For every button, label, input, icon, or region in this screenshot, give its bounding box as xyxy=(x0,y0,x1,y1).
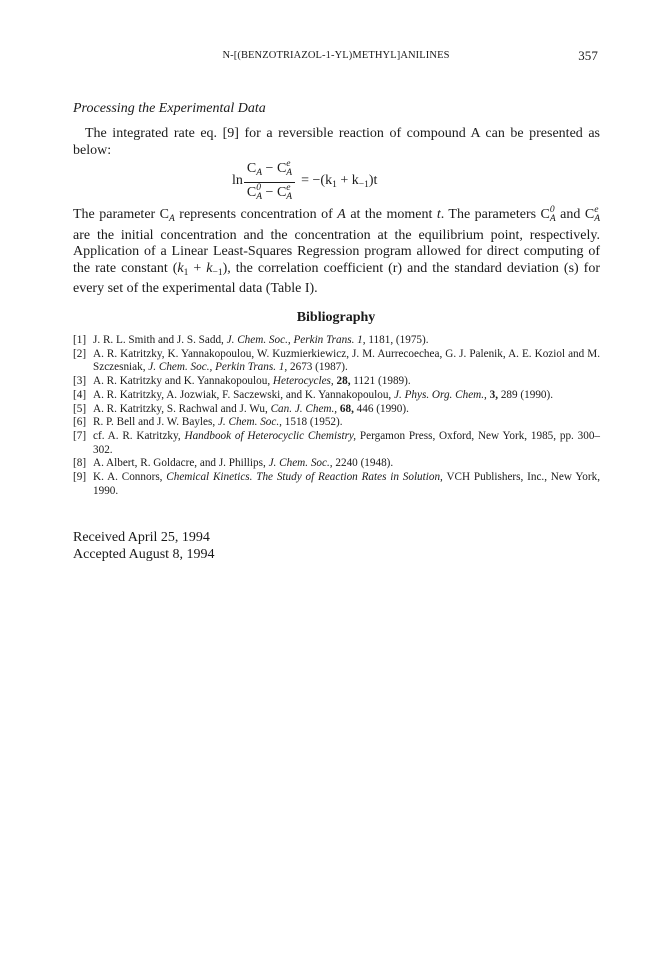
reference-journal: Heterocycles, xyxy=(272,375,334,388)
reference-number: [2] xyxy=(73,347,87,360)
reference-text: R. P. Bell and J. W. Bayles, J. Chem. Soc., 1518 (1952). xyxy=(93,416,343,429)
reference-number: [1] xyxy=(73,334,87,346)
received-date: Received April 25, 1994 xyxy=(73,530,210,545)
reference-item xyxy=(73,430,600,457)
eq-fraction xyxy=(244,160,295,202)
reference-text: A. R. Katritzky, A. Jozwiak, F. Saczewski, and K. Yannakopoulou, J. Phys. Org. Chem., 3, 289 (1990). xyxy=(93,388,554,401)
section-title: Processing the Experimental Data xyxy=(73,101,266,116)
running-title: N-[(BENZOTRIAZOL-1-YL)METHYL]ANILINES xyxy=(222,50,450,61)
reference-text: J. R. L. Smith and J. S. Sadd, J. Chem. Soc., Perkin Trans. 1, 1181, (1975). xyxy=(93,334,429,346)
reference-journal: Handbook of Heterocyclic Chemistry, xyxy=(184,429,357,442)
reference-number: [6] xyxy=(73,416,87,429)
reference-text: A. R. Katritzky, S. Rachwal and J. Wu, Can. J. Chem., 68, 446 (1990). xyxy=(93,402,409,415)
eq-denominator: C 0 A − C e A xyxy=(246,183,293,203)
reference-text: K. A. Connors, Chemical Kinetics. The Study of Reaction Rates in Solution, VCH Publishers, Inc., New York, 1990. xyxy=(93,471,600,497)
rate-equation xyxy=(232,160,377,202)
reference-number: [9] xyxy=(73,471,87,484)
reference-number: [4] xyxy=(73,388,87,401)
reference-volume: 68, xyxy=(337,402,354,415)
reference-text: A. R. Katritzky and K. Yannakopoulou, Heterocycles, 28, 1121 (1989). xyxy=(93,375,411,388)
reference-item xyxy=(73,334,600,348)
reference-item xyxy=(73,416,600,430)
eq-numerator: $C_A - C$ e A xyxy=(244,160,295,183)
reference-item xyxy=(73,389,600,403)
reference-item xyxy=(73,457,600,471)
bibliography-title: Bibliography xyxy=(296,310,376,325)
eq-rhs: = $-(k_1 + k_{-1})t$ xyxy=(301,172,378,190)
paragraph-parameters: The parameter $C_A$ represents concentration of A at the moment t. The parameters C 0 A and C e A are the initial concentration and the concentration at the equilibrium point, respectively. Application of a Linear Least-Squares Regression program allowed for direct computing of the rate constant $(k_1 + k_{-1})$, the correlation coefficient (r) and the standard deviation (s) for every set of the experimental data (Table I). xyxy=(73,205,601,297)
reference-journal: J. Phys. Org. Chem., xyxy=(394,388,487,401)
bibliography-list xyxy=(73,334,600,498)
reference-text: A. Albert, R. Goldacre, and J. Phillips, J. Chem. Soc., 2240 (1948). xyxy=(93,457,394,470)
reference-item xyxy=(73,471,600,498)
reference-number: [8] xyxy=(73,457,87,470)
reference-volume: 28, xyxy=(333,375,351,388)
manuscript-dates xyxy=(73,529,215,563)
reference-number: [3] xyxy=(73,375,87,388)
reference-text: A. R. Katritzky, K. Yannakopoulou, W. Kuzmierkiewicz, J. M. Aurrecoechea, G. J. Palenik, A. E. Koziol and M. Szczesniak, J. Chem. Soc., Perkin Trans. 1, 2673 (1987). xyxy=(93,347,600,374)
paragraph-intro xyxy=(73,126,600,159)
eq-ln: ln xyxy=(232,173,243,189)
reference-journal: J. Chem. Soc., Perkin Trans. 1, xyxy=(148,361,288,374)
reference-item xyxy=(73,375,600,389)
reference-journal: J. Chem. Soc., xyxy=(268,457,333,470)
reference-journal: J. Chem. Soc., xyxy=(217,416,282,429)
page-number: 357 xyxy=(578,48,598,63)
reference-number: [7] xyxy=(73,429,87,442)
reference-journal: Chemical Kinetics. The Study of Reaction Rates in Solution, xyxy=(166,471,443,484)
paragraph-intro-text: The integrated rate eq. [9] for a reversible reaction of compound A can be presented as below: xyxy=(73,126,600,158)
reference-journal: Can. J. Chem., xyxy=(270,402,338,415)
reference-journal: J. Chem. Soc., Perkin Trans. 1, xyxy=(226,334,366,346)
reference-number: [5] xyxy=(73,402,87,415)
reference-item xyxy=(73,348,600,375)
reference-item xyxy=(73,403,600,417)
reference-volume: 3, xyxy=(486,388,499,401)
accepted-date: Accepted August 8, 1994 xyxy=(73,547,215,562)
reference-text: cf. A. R. Katritzky, Handbook of Heterocyclic Chemistry, Pergamon Press, Oxford, New York, 1985, pp. 300–302. xyxy=(93,429,601,456)
